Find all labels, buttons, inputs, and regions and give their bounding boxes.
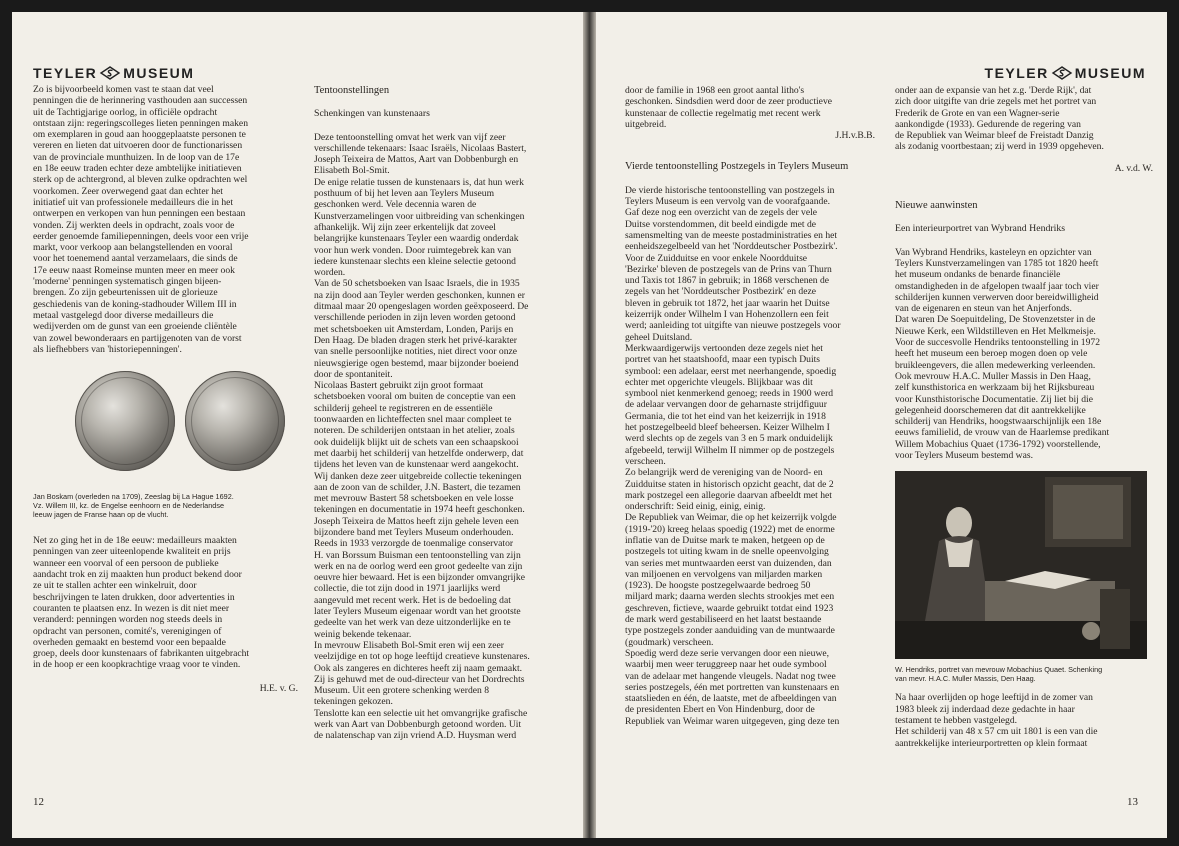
section-heading-stamps: Vierde tentoonstelling Postzegels in Teylers Museum [625, 161, 849, 173]
masthead-left [33, 65, 194, 81]
book-spine [583, 12, 596, 838]
stamps-article-text: De vierde historische tentoonstelling van postzegels in Teylers Museum is een vervolg van de voorafgaande. Gaf deze nog een overzicht van de zegels der vele Duitse vorstendommen, dit beeld eindigde met de samensmelting van de meeste postadministraties en het eenheidszegelbeeld van het 'Norddeutscher Postbezirk'. Voor de Zuidduitse en voor enkele Noordduitse 'Bezirke' bleven de postzegels van de Prins van Thurn und Taxis tot 1867 in gebruik; in 1868 verschenen de zegels van het 'Norddeutscher Postbezirk' en deze bleven in gebruik tot 1872, het jaar waarin het Duitse keizerrijk onder Wilhelm I van Hohenzollern een feit werd; aanleiding tot uitgifte van nieuwe postzegels voor geheel Duitsland. Merkwaardigerwijs vertoonden deze zegels niet het portret van het staatshoofd, maar een typisch Duits symbool: een adelaar, eerst met neerhangende, spoedig echter met opgerichte vleugels. Blijkbaar was dit symbool niet kenmerkend genoeg; reeds in 1900 werd de adelaar vervangen door de geharnaste strijdfiguur Germania, die tot het eind van het keizerrijk in 1918 het postzegelbeeld bleef beheersen. Keizer Wilhelm I werd slechts op de zegels van 3 en 5 mark onduidelijk afgebeeld, terwijl Wilhelm II nimmer op de postzegels verscheen. Zo belangrijk werd de vereniging van de Noord- en Zuidduitse staten in historisch opzicht geacht, dat de 2 mark postzegel een allegorie daarvan afbeeldt met het onderschrift: Seid einig, einig, einig. De Republiek van Weimar, die op het keizerrijk volgde (1919-'20) kreeg helaas spoedig (1922) met de enorme inflatie van de Duitse mark te maken, hetgeen op de postzegels tot uiting kwam in de snelle opeenvolging van series met muntwaarden eerst van duizenden, dan van miljoenen en vervolgens van miljarden marken (1923). De hoogste postzegelwaarde bedroeg 50 miljard mark; daarna werden slechts strookjes met een geschreven, fictieve, waarde gebruikt totdat eind 1923 de mark werd gestabiliseerd en het laatst bestaande type postzegels zonder aanduiding van de muntwaarde (goudmark) verscheen. Spoedig werd deze serie vervangen door een nieuwe, waarbij men weer teruggreep naar het oude symbool van de adelaar met hangende vleugels. Nadat nog twee series postzegels, één met portretten van kunstenaars en staatslieden en één, de laatste, met de afbeeldingen van de presidenten Ebert en Von Hindenburg, door de Republiek van Weimar waren uitgegeven, ging deze ten [625, 184, 841, 727]
medal-obverse-image [75, 371, 175, 471]
medal-article-paragraph-2: Net zo ging het in de 18e eeuw: medailleurs maakten penningen van zeer uiteenlopende kwaliteit en prijs wanneer een voorval of een persoon de publieke aandacht trok en zij maakten hun product bekend door ze uit te stallen achter een winkelruit, door beschrijvingen te laten drukken, door advertenties in couranten te plaatsen enz. In wezen is dit niet meer veranderd: penningen worden nog steeds deels in opdracht van personen, comité's, verenigingen of overheden gemaakt en bestemd voor een bepaalde groep, deels door kunstenaars of fabrikanten uitgebracht in de hoop er een koopkrachtige vraag voor te vinden. [33, 535, 250, 671]
medal-caption: Jan Boskam (overleden na 1709), Zeeslag bij La Hague 1692. Vz. Willem III, kz. de Engelse eenhoorn en de Nederlandse leeuw jagen de Franse haan op de vlucht. [33, 492, 234, 520]
right-column-1 [625, 85, 875, 727]
section-subheading: Een interieurportret van Wybrand Hendriks [895, 223, 1066, 235]
right-page [596, 12, 1167, 838]
section-heading-exhibitions: Tentoonstellingen [314, 85, 390, 96]
author-signature: A. v.d. W. [1114, 162, 1153, 174]
museum-logo-icon [1051, 66, 1073, 80]
medal-figure [33, 355, 298, 535]
stamps-conclusion-paragraph: onder aan de expansie van het z.g. 'Derde Rijk', dat zich door uitgifte van drie zegels met het portret van Frederik de Grote en van een Wagner-serie aankondigde (1933). Gedurende de regering van de Republiek van Weimar bleef de Freistadt Danzig als zodanig voortbestaan; zij werd in 1939 opgeheven. [895, 85, 1104, 153]
section-heading-acquisitions: Nieuwe aanwinsten [895, 200, 978, 212]
medal-article-paragraph-1: Zo is bijvoorbeeld komen vast te staan dat veel penningen die de herinnering vasthouden aan successen uit de Tachtigjarige oorlog, in officiële opdracht ontstaan zijn: regeringscolleges lieten penningen maken om exemplaren in goud aan hooggeplaatste personen te vereren en lieten dat uitvoeren door de functionarissen van de provinciale munthuizen. In de loop van de 17e en 18e eeuw traden echter deze ambtelijke initiatieven sterk op de achtergrond, al bleven zulke opdrachten wel voorkomen. Zeer overwegend gaat dan echter het initiatief uit van professionele medailleurs die in het ontwerpen en verkopen van hun penningen een bestaan vonden. Zij werkten deels in opdracht, zoals voor de eerder genoemde familiepenningen, deels voor een vrije markt, voor verkoop aan belangstellenden en vooral voor het toenemend aantal verzamelaars, die sinds de 17e eeuw naast Romeinse munten meer en meer ook 'moderne' penningen systematisch gingen bijeen- brengen. Zo zijn gebeurtenissen uit de glorieuze geschiedenis van de koning-stadhouder Willem III in metaal vastgelegd door diverse medailleurs die wedijverden om de gunst van een groeiende cliëntèle van zowel bewonderaars en partijgenoten van de vorst als liefhebbers van 'historiepenningen'. [33, 84, 249, 355]
author-signature: J.H.v.B.B. [835, 130, 875, 142]
masthead-word-1: TEYLER [984, 65, 1049, 81]
hendriks-portrait-image [895, 471, 1147, 659]
medal-reverse-image [185, 371, 285, 471]
acquisition-article-paragraph-2: Na haar overlijden op hoge leeftijd in de zomer van 1983 bleek zij inderdaad deze gedachte in haar testament te hebben vastgelegd. Het schilderij van 48 x 57 cm uit 1801 is een van die aantrekkelijke interieurportretten op klein formaat [895, 692, 1098, 749]
left-column-1 [33, 84, 298, 694]
masthead-word-1: TEYLER [33, 65, 98, 81]
author-signature: H.E. v. G. [259, 682, 298, 694]
page-number-left: 12 [33, 796, 44, 808]
page-number-right: 13 [1127, 796, 1138, 808]
museum-logo-icon [99, 66, 121, 80]
portrait-caption: W. Hendriks, portret van mevrouw Mobachius Quaet. Schenking van mevr. H.A.C. Muller Massis, Den Haag. [895, 665, 1103, 684]
masthead-word-2: MUSEUM [1074, 65, 1146, 81]
left-column-2 [314, 85, 576, 742]
masthead-word-2: MUSEUM [123, 65, 195, 81]
stamps-intro-paragraph: door de familie in 1968 een groot aantal litho's geschonken. Sindsdien werd door de zeer productieve kunstenaar de collectie regelmatig met recent werk uitgebreid. [625, 85, 832, 130]
exhibition-article-text: Deze tentoonstelling omvat het werk van vijf zeer verschillende tekenaars: Isaac Israëls, Nicolaas Bastert, Joseph Teixeira de Mattos, Aart van Dobbenburgh en Elisabeth Bol-Smit. De enige relatie tussen de kunstenaars is, dat hun werk posthuum of bij het leven aan Teylers Museum geschonken werd. Vele decennia waren de Kunstverzamelingen voor uitbreiding van schenkingen afhankelijk. Wij zijn zeer erkentelijk dat zoveel belangrijke kunstenaars Teyler een waardig onderdak voor hun werk vonden. Door ruimtegebrek kan van iedere kunstenaar slechts een kleine selectie getoond worden. Van de 50 schetsboeken van Isaac Israels, die in 1935 na zijn dood aan Teyler werden geschonken, kunnen er ditmaal maar 20 opengeslagen worden geëxposeerd. De verschillende perioden in zijn leven worden getoond met schetsboeken uit Amsterdam, Londen, Parijs en Den Haag. De bladen dragen sterk het privé-karakter van snelle persoonlijke notities, niet direct voor onze nieuwsgierige ogen bestemd, maar bijzonder boeiend door de spontaniteit. Nicolaas Bastert gebruikt zijn groot formaat schetsboeken vooral om buiten de conceptie van een schilderij geheel te registreren en de essentiële toonwaarden en lichteffecten snel maar compleet te noteren. De schilderijen ontstaan in het atelier, zoals ook duidelijk blijkt uit de schets van een schaapskooi met daarbij het schilderij van hetzelfde onderwerp, dat tijdens het leven van de kunstenaar werd aangekocht. Wij danken deze zeer uitgebreide collectie tekeningen aan de zoon van de schilder, J.N. Bastert, die tezamen met mevrouw Bastert 58 schetsboeken en vele losse tekeningen en documentatie in 1974 heeft geschonken. Joseph Teixeira de Mattos heeft zijn gehele leven een bijzondere band met Teylers Museum onderhouden. Reeds in 1933 verzorgde de toenmalige conservator H. van Borssum Buisman een tentoonstelling van zijn werk en na de oorlog werd een groot gedeelte van zijn oeuvre hier bewaard. Het is een bijzonder omvangrijke collectie, die tot zijn dood in 1971 jaarlijks werd aangevuld met recent werk. Het is de bedoeling dat later Teylers Museum eigenaar wordt van het grootste gedeelte van het werk van deze uitzonderlijke en te weinig bekende tekenaar. In mevrouw Elisabeth Bol-Smit eren wij een zeer veelzijdige en tot op hoge leeftijd creatieve kunstenares. Ook als zangeres en dichteres heeft zij naam gemaakt. Zij is gehuwd met de oud-directeur van het Dordrechts Museum. Uit een grotere schenking werden 8 tekeningen gekozen. Tenslotte kan een selectie uit het omvangrijke grafische werk van Aart van Dobbenburgh getoond worden. Uit de nalatenschap van zijn vriend A.D. Huysman werd [314, 131, 530, 742]
section-subheading: Schenkingen van kunstenaars [314, 108, 430, 120]
painting-illustration [895, 471, 1147, 659]
right-column-2 [895, 85, 1153, 749]
acquisition-article-paragraph-1: Van Wybrand Hendriks, kasteleyn en opzichter van Teylers Kunstverzamelingen van 1785 tot 1820 heeft het museum ondanks de benarde financiële omstandigheden in de afgelopen twaalf jaar toch vier schilderijen kunnen verwerven door bereidwilligheid van de eigenaren en steun van het Anjerfonds. Dat waren De Soepuitdeling, De Stovenzetster in de Nieuwe Kerk, een Wildstilleven en Het Melkmeisje. Voor de succesvolle Hendriks tentoonstelling in 1972 heeft het museum een beroep mogen doen op vele bruikleengevers, die allen medewerking verleenden. Ook mevrouw H.A.C. Muller Massis in Den Haag, zelf kunsthistorica en werkzaam bij het Rijksbureau voor Kunsthistorische Documentatie. Zij liet bij die gelegenheid doorschemeren dat dit aantrekkelijke schilderij van Hendriks, hoogstwaarschijnlijk een 18e eeuws familielid, de vrouw van de Haarlemse predikant Willem Mobachius Quaet (1736-1792) voorstellende, voor Teylers Museum bestemd was. [895, 246, 1110, 462]
left-page [12, 12, 583, 838]
masthead-right [985, 65, 1146, 81]
